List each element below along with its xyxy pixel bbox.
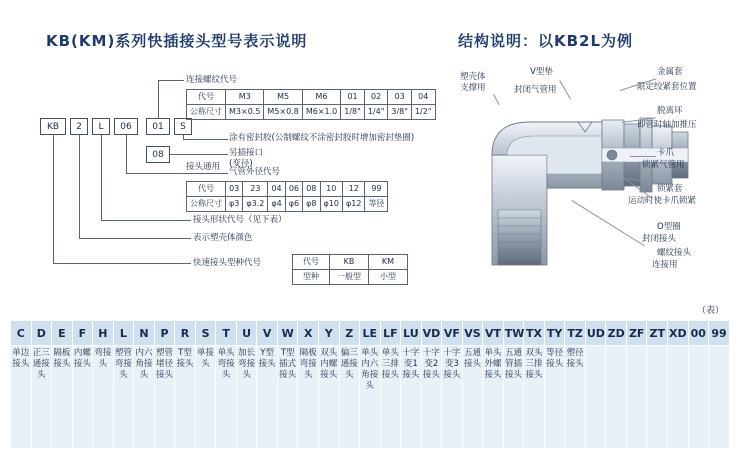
- table-row: [187, 182, 388, 197]
- code-box-seal: S: [174, 118, 192, 135]
- cell: M6: [302, 90, 340, 105]
- name-cell: 五通管插接头: [503, 346, 524, 449]
- cell: 12: [342, 182, 364, 197]
- cell: KB: [330, 255, 369, 270]
- cell: 等径: [365, 197, 388, 212]
- cell: φ3: [226, 197, 243, 212]
- name-cell: 单头弯接头: [216, 346, 237, 449]
- name-cell: [585, 346, 606, 449]
- cell: 04: [411, 90, 435, 105]
- leader-line-shape-h: [101, 220, 191, 221]
- leader-line-shape-v: [101, 135, 102, 220]
- cell: φ12: [342, 197, 364, 212]
- name-cell: 五通接头: [462, 346, 483, 449]
- name-cell: [668, 346, 689, 449]
- cell: 代号: [187, 182, 226, 197]
- code-cell: U: [236, 321, 257, 346]
- code-cell: UD: [585, 321, 606, 346]
- structure-label-lock-sleeve: 锁紧套: [657, 184, 683, 194]
- structure-label-release-ring-sub: 即管时轴加推压: [637, 120, 697, 130]
- name-cell: 弯接头: [93, 346, 114, 449]
- cell: 23: [243, 182, 268, 197]
- callout-plug-port: 另插接口: [229, 148, 264, 158]
- leader-line-color-v: [79, 135, 80, 238]
- type-table: [292, 254, 408, 285]
- code-cell: TX: [524, 321, 545, 346]
- name-cell: 隔板接头: [52, 346, 73, 449]
- leader-line-seal-h: [183, 139, 228, 140]
- code-cell: P: [154, 321, 175, 346]
- code-cell: H: [93, 321, 114, 346]
- callout-shape-code: 接头形状代号（见下表）: [193, 215, 287, 225]
- code-cell: XD: [668, 321, 689, 346]
- code-cell: VS: [462, 321, 483, 346]
- structure-label-release-ring: 脱离环: [657, 106, 683, 116]
- cell: 公称尺寸: [187, 197, 226, 212]
- cell: M3: [226, 90, 264, 105]
- cell: 03: [388, 90, 412, 105]
- callout-thread: 连接螺纹代号: [186, 75, 238, 85]
- cell: φ3.2: [243, 197, 268, 212]
- cell: 代号: [187, 90, 226, 105]
- structure-label-oring-sub: 封闭接头: [642, 234, 677, 244]
- structure-label-vseal: V型垫: [530, 67, 553, 77]
- cell: 型种: [293, 270, 330, 285]
- name-cell: 隔板弯接头: [298, 346, 319, 449]
- cell: KM: [369, 255, 408, 270]
- cell: 1/4": [364, 105, 388, 120]
- code-cell: V: [257, 321, 278, 346]
- callout-common: 接头通用: [186, 162, 221, 172]
- name-cell: 塑管堵径接头: [154, 346, 175, 449]
- name-cell: Y型接头: [257, 346, 278, 449]
- name-cell: [606, 346, 627, 449]
- leader-line-thread-h: [158, 80, 184, 81]
- cell: φ6: [285, 197, 302, 212]
- leader-line-tube-h: [126, 173, 228, 174]
- cell: 06: [285, 182, 302, 197]
- table-row: [293, 255, 408, 270]
- code-cell: C: [11, 321, 32, 346]
- code-cell: TW: [503, 321, 524, 346]
- table-row-codes: [11, 321, 730, 346]
- code-cell: TZ: [565, 321, 586, 346]
- callout-type-code: 快速接头型种代号: [193, 258, 262, 268]
- structure-label-claw-sub: 锁紧气管用: [642, 160, 685, 170]
- leader-line-type-h: [53, 263, 191, 264]
- code-box-thread: 01: [146, 118, 170, 135]
- cell: 99: [365, 182, 388, 197]
- name-cell: 十字变3接头: [442, 346, 463, 449]
- structure-label-thread-joint: 螺纹接头: [657, 248, 692, 258]
- thread-table: [186, 89, 436, 120]
- cell: φ10: [320, 197, 342, 212]
- code-box-plug: 08: [146, 146, 170, 163]
- name-cell: 双头三排接头: [524, 346, 545, 449]
- structure-label-oring: O型圈: [657, 222, 681, 232]
- table-row: [187, 197, 388, 212]
- name-cell: 内六角接头: [134, 346, 155, 449]
- code-cell: Z: [339, 321, 360, 346]
- code-cell: S: [195, 321, 216, 346]
- name-cell: T型接头: [175, 346, 196, 449]
- shape-code-table: [10, 320, 730, 449]
- name-cell: 偏三通接头: [339, 346, 360, 449]
- structure-label-metal-sleeve-sub: 限定绞紧套位置: [637, 82, 697, 92]
- code-cell: TY: [544, 321, 565, 346]
- name-cell: 内螺接头: [72, 346, 93, 449]
- code-cell: N: [134, 321, 155, 346]
- cell: φ8: [303, 197, 320, 212]
- name-cell: 等径接头: [544, 346, 565, 449]
- code-cell: VF: [442, 321, 463, 346]
- name-cell: 单头内六角接头: [360, 346, 381, 449]
- table-row: [187, 90, 436, 105]
- cell: 01: [341, 90, 365, 105]
- callout-seal: 涂有密封胶(公制螺纹不涂密封胶时增加密封垫圈): [229, 133, 415, 143]
- name-cell: 十字变1接头: [401, 346, 422, 449]
- code-cell: E: [52, 321, 73, 346]
- code-cell: ZT: [647, 321, 668, 346]
- structure-illustration: [452, 60, 730, 300]
- structure-label-metal-sleeve: 金属套: [657, 67, 683, 77]
- name-cell: [647, 346, 668, 449]
- tube-table: [186, 181, 388, 212]
- leader-claw: [630, 156, 656, 157]
- table-row-names: [11, 346, 730, 449]
- cell: 04: [268, 182, 285, 197]
- code-box-shape: L: [92, 118, 110, 135]
- code-cell: VT: [483, 321, 504, 346]
- code-cell: W: [277, 321, 298, 346]
- leader-line-tube-v: [126, 135, 127, 173]
- page-title-left: KB(KM)系列快插接头型号表示说明: [46, 32, 308, 50]
- code-cell: 00: [688, 321, 709, 346]
- name-cell: T型插式接头: [277, 346, 298, 449]
- cell: M3×0.5: [226, 105, 264, 120]
- structure-label-vseal-sub: 封闭气管用: [514, 85, 557, 95]
- structure-label-shell: 塑壳体: [460, 72, 486, 82]
- structure-label-lock-sleeve-sub: 运动时使卡爪锁紧: [628, 196, 697, 206]
- code-cell: L: [113, 321, 134, 346]
- table-row: [293, 270, 408, 285]
- cell: φ4: [268, 197, 285, 212]
- page-title-right: 结构说明：以KB2L为例: [458, 32, 634, 50]
- code-cell: ZF: [626, 321, 647, 346]
- code-cell: VD: [421, 321, 442, 346]
- code-box-tube: 06: [114, 118, 138, 135]
- cell: 小型: [369, 270, 408, 285]
- code-cell: LU: [401, 321, 422, 346]
- leader-line-plug: [170, 154, 228, 155]
- cell: 02: [364, 90, 388, 105]
- callout-color: 表示塑壳体颜色: [193, 233, 253, 243]
- table-note: （表）: [696, 306, 724, 316]
- cell: 1/8": [341, 105, 365, 120]
- name-cell: 单接头: [195, 346, 216, 449]
- code-cell: F: [72, 321, 93, 346]
- code-cell: ZD: [606, 321, 627, 346]
- cell: 代号: [293, 255, 330, 270]
- name-cell: 单头三排接头: [380, 346, 401, 449]
- code-cell: T: [216, 321, 237, 346]
- code-cell: Y: [318, 321, 339, 346]
- structure-label-shell-sub: 支撑用: [460, 83, 486, 93]
- leader-line-type-v: [53, 135, 54, 263]
- name-cell: 单边接头: [11, 346, 32, 449]
- table-row: [187, 105, 436, 120]
- structure-label-claw: 卡爪: [657, 148, 675, 158]
- code-cell: LE: [360, 321, 381, 346]
- name-cell: [709, 346, 730, 449]
- cell: M6×1.0: [302, 105, 340, 120]
- name-cell: 加长弯接头: [236, 346, 257, 449]
- cell: M5×0.8: [264, 105, 302, 120]
- name-cell: 正三通接头: [31, 346, 52, 449]
- cell: 03: [226, 182, 243, 197]
- callout-plug-port-2: (变径): [229, 159, 253, 169]
- name-cell: 塑管弯接头: [113, 346, 134, 449]
- name-cell: 双头内螺接头: [318, 346, 339, 449]
- cell: 3/8": [388, 105, 412, 120]
- name-cell: 塑径接头: [565, 346, 586, 449]
- cell: 10: [320, 182, 342, 197]
- cell: M5: [264, 90, 302, 105]
- callout-tube-code: 气管外径代号: [229, 167, 281, 177]
- cell: 1/2": [411, 105, 435, 120]
- code-box-series: 2: [70, 118, 88, 135]
- structure-label-thread-joint-sub: 连接用: [652, 260, 678, 270]
- code-cell: X: [298, 321, 319, 346]
- leader-line-thread: [158, 80, 159, 118]
- code-cell: R: [175, 321, 196, 346]
- code-cell: D: [31, 321, 52, 346]
- cell: 一般型: [330, 270, 369, 285]
- code-cell: LF: [380, 321, 401, 346]
- code-box-kb: KB: [40, 118, 66, 135]
- cell: 公称尺寸: [187, 105, 226, 120]
- leader-line-color-h: [79, 238, 191, 239]
- cell: 08: [303, 182, 320, 197]
- name-cell: [688, 346, 709, 449]
- name-cell: 单头外螺接头: [483, 346, 504, 449]
- code-cell: 99: [709, 321, 730, 346]
- name-cell: [626, 346, 647, 449]
- name-cell: 十字变2接头: [421, 346, 442, 449]
